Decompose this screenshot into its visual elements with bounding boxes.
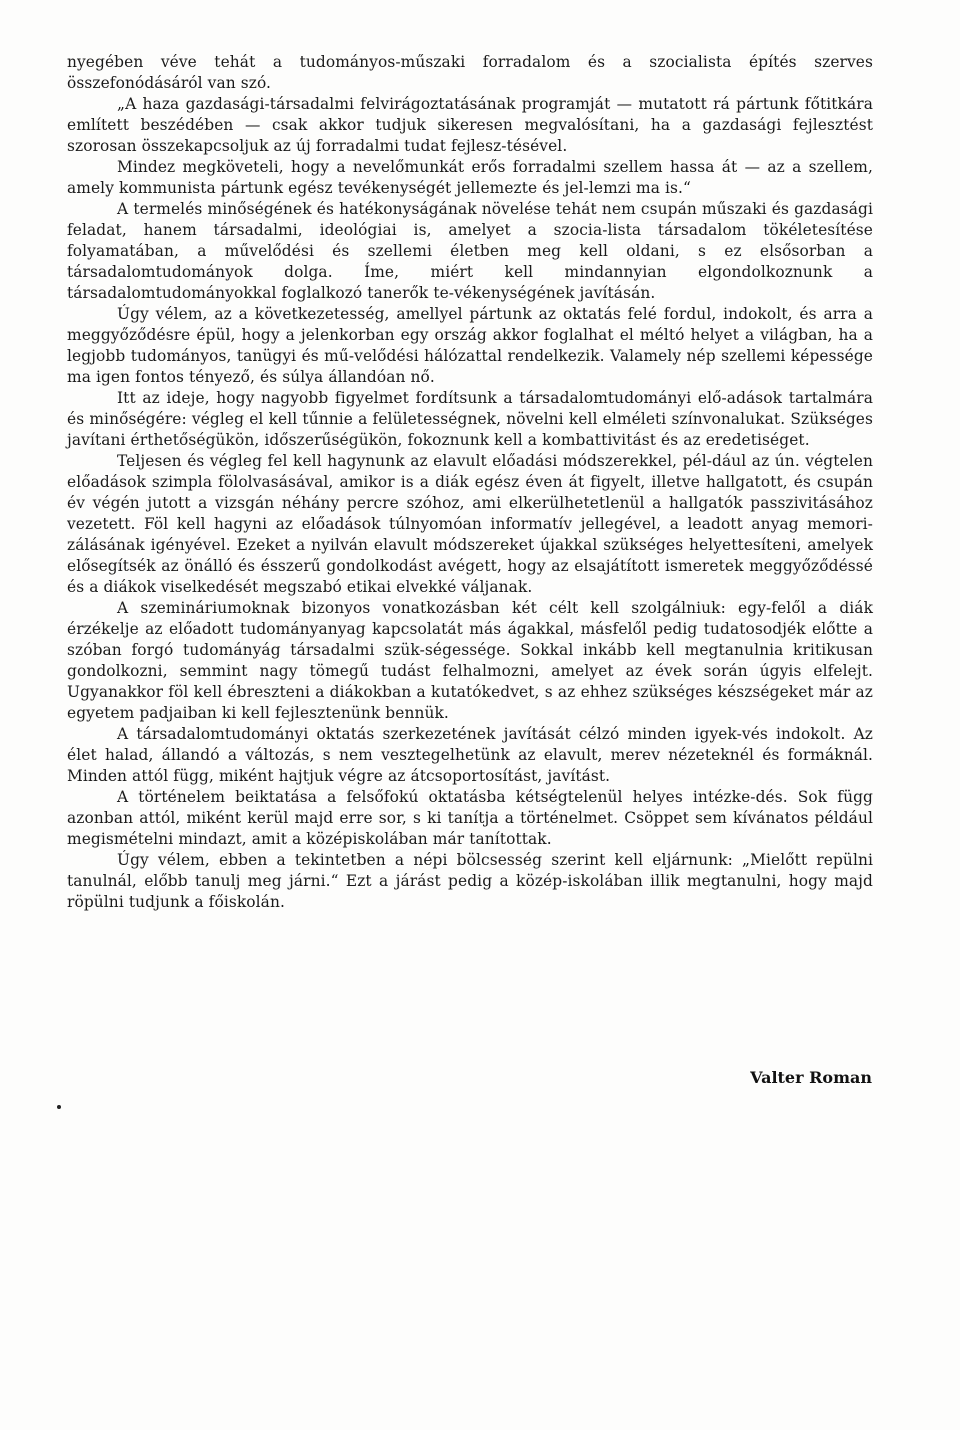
paragraph-11: Úgy vélem, ebben a tekintetben a népi bölcsesség szerint kell eljárnunk: „Mielőtt repülni tanulnál, előbb tanulj meg járni.“ Ezt a járást pedig a közép-iskolában illik megtanulni, hogy majd röpülni tudjunk a főiskolán. xyxy=(67,851,873,911)
paragraph-10: A történelem beiktatása a felsőfokú oktatásba kétségtelenül helyes intézke-dés. Sok függ azonban attól, miként kerül majd erre sor, s ki tanítja a történelmet. Csöppet sem kívánatos például megismételni mindazt, amit a középiskolában már tanítottak. xyxy=(67,788,873,848)
paragraph-6: Itt az ideje, hogy nagyobb figyelmet fordítsunk a társadalomtudományi elő-adások tartalmára és minőségére: végleg el kell tűnnie a felületességnek, növelni kell elméleti színvonalukat. Szükséges javítani érthetőségükön, időszerűségükön, fokoznunk kell a kombattivitást és az eredetiséget. xyxy=(67,389,873,449)
paragraph-9: A társadalomtudományi oktatás szerkezetének javítását célzó minden igyek-vés indokolt. Az élet halad, állandó a változás, s nem vesztegelhetünk az elavult, merev nézeteknél és formáknál. Minden attól függ, miként hajtjuk végre az átcsoportosítást, javítást. xyxy=(67,725,873,785)
article-body xyxy=(67,52,873,913)
stray-dot-mark xyxy=(57,1105,61,1109)
author-signature: Valter Roman xyxy=(750,1068,872,1087)
paragraph-1: nyegében véve tehát a tudományos-műszaki forradalom és a szocialista építés szerves összefonódásáról van szó. xyxy=(67,53,873,92)
paragraph-4: A termelés minőségének és hatékonyságának növelése tehát nem csupán műszaki és gazdasági feladat, hanem társadalmi, ideológiai is, amelyet a szocia-lista társadalom tökéletesítése folyamatában, a művelődési és szellemi életben meg kell oldani, s ez elsősorban a társadalomtudományok dolga. Íme, miért kell mindannyian elgondolkoznunk a társadalomtudományokkal foglalkozó tanerők te-vékenységének javításán. xyxy=(67,200,873,302)
paragraph-2: „A haza gazdasági-társadalmi felvirágoztatásának programját — mutatott rá pártunk főtitkára említett beszédében — csak akkor tudjuk sikeresen megvalósítani, ha a gazdasági fejlesztést szorosan összekapcsoljuk az új forradalmi tudat fejlesz-tésével. xyxy=(67,95,873,155)
paragraph-8: A szemináriumoknak bizonyos vonatkozásban két célt kell szolgálniuk: egy-felől a diák érzékelje az előadott tudományanyag kapcsolatát más ágakkal, másfelől pedig tudatosodjék előtte a szóban forgó tudományág társadalmi szük-ségessége. Sokkal inkább kell megtanulnia kritikusan gondolkozni, semmint nagy tömegű tudást felhalmozni, amelyet az évek során úgyis elfelejt. Ugyanakkor föl kell ébreszteni a diákokban a kutatókedvet, s az ehhez szükséges készségeket már az egyetem padjaiban ki kell fejlesztenünk bennük. xyxy=(67,599,873,722)
paragraph-3: Mindez megköveteli, hogy a nevelőmunkát erős forradalmi szellem hassa át — az a szellem, amely kommunista pártunk egész tevékenységét jellemezte és jel-lemzi ma is.“ xyxy=(67,158,873,197)
paragraph-5: Úgy vélem, az a következetesség, amellyel pártunk az oktatás felé fordul, indokolt, és arra a meggyőződésre épül, hogy a jelenkorban egy ország akkor foglalhat el méltó helyet a világban, ha a legjobb tudományos, tanügyi és mű-velődési hálózattal rendelkezik. Valamely nép szellemi képessége ma igen fontos tényező, és súlya állandóan nő. xyxy=(67,305,873,386)
paragraph-7: Teljesen és végleg fel kell hagynunk az elavult előadási módszerekkel, pél-dául az ún. végtelen előadások szimpla fölolvasásával, amikor is a diák egész éven át figyelt, illetve hallgatott, és csupán év végén jutott a vizsgán néhány percre szóhoz, ami elkerülhetetlenül a hallgatók passzivitásához vezetett. Föl kell hagyni az előadások túlnyomóan informatív jellegével, a leadott anyag memori-zálásának igényével. Ezeket a nyilván elavult módszereket újakkal szükséges helyettesíteni, amelyek elősegítsék az önálló és ésszerű gondolkodást avégett, hogy az elsajátított ismeretek meggyőződéssé és a diákok viselkedését megszabó etikai elvekké váljanak. xyxy=(67,452,873,596)
